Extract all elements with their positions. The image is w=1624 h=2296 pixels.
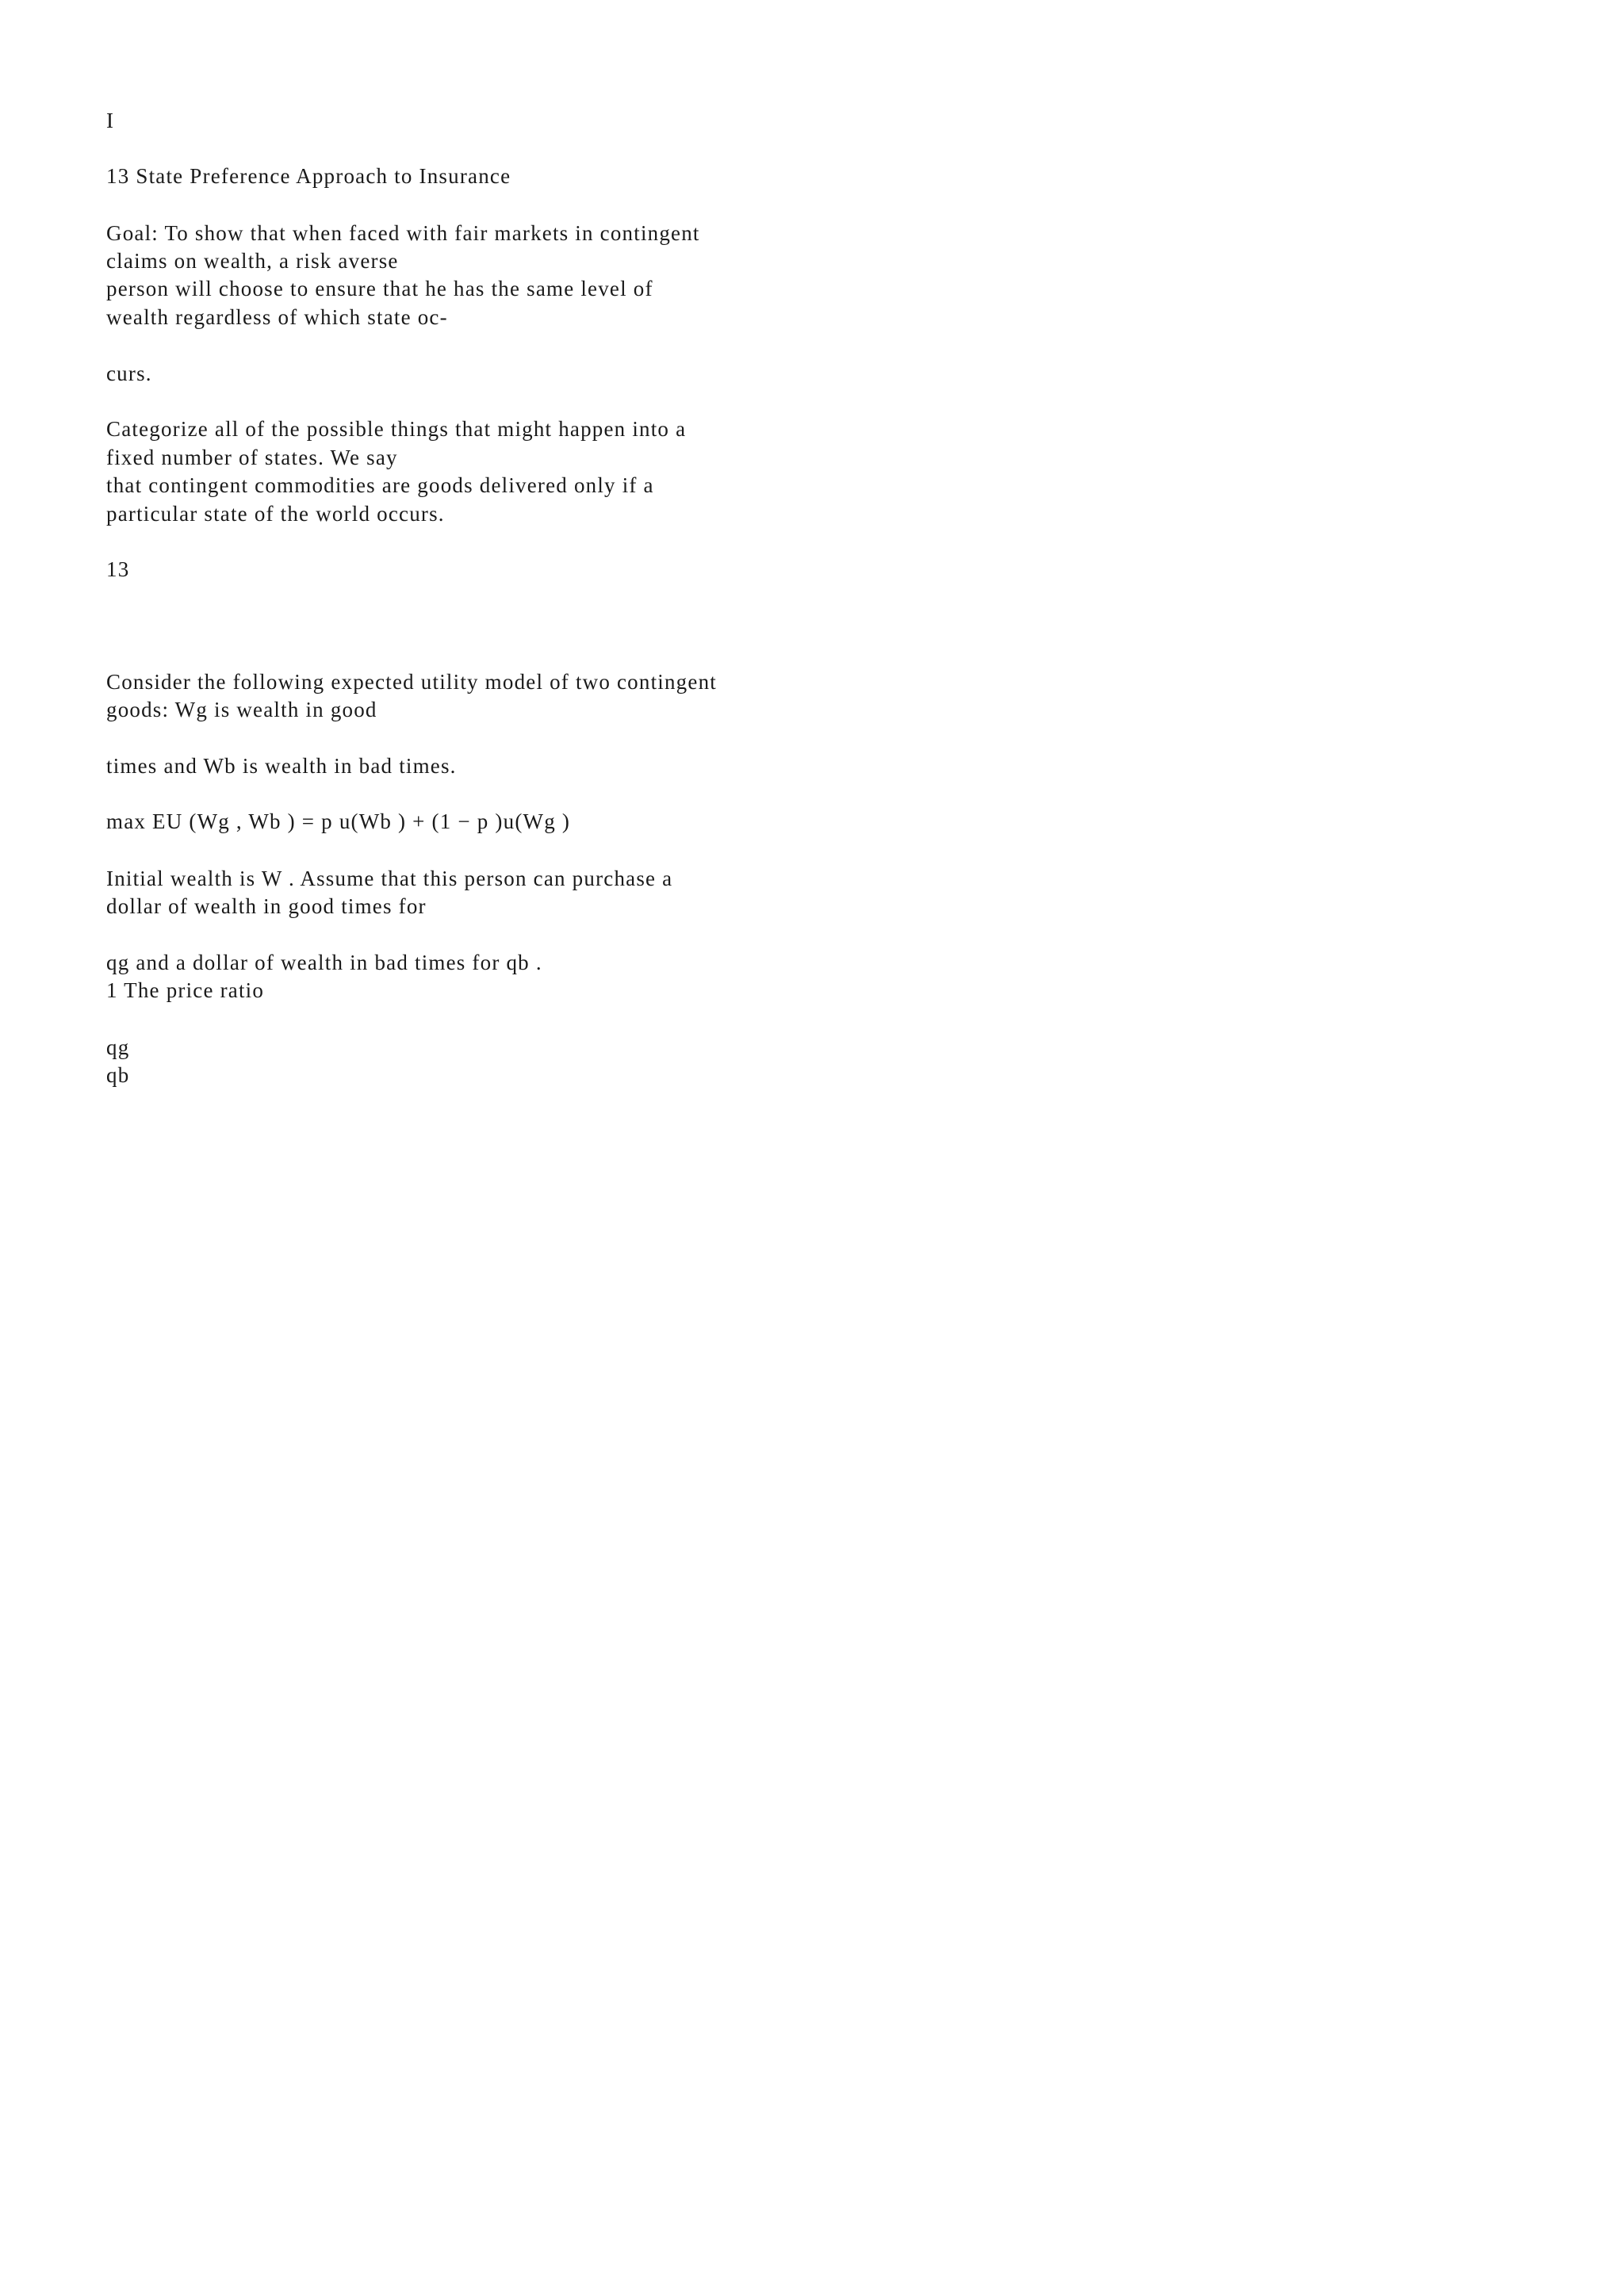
page-marker: I: [106, 109, 115, 132]
text-line: goods: Wg is wealth in good: [106, 698, 377, 721]
section-heading: 13 State Preference Approach to Insurance: [106, 164, 511, 188]
text-line: Consider the following expected utility model of two contingent: [106, 670, 717, 694]
text-line: 1 The price ratio: [106, 978, 265, 1002]
text-line: person will choose to ensure that he has the same level of: [106, 277, 653, 300]
text-line: Initial wealth is W . Assume that this person can purchase a: [106, 867, 673, 890]
text-line: particular state of the world occurs.: [106, 502, 445, 526]
text-line: curs.: [106, 362, 152, 385]
fraction-denominator: qb: [106, 1063, 130, 1087]
text-line: qg and a dollar of wealth in bad times for qb .: [106, 951, 542, 974]
text-line: times and Wb is wealth in bad times.: [106, 754, 457, 778]
text-line: that contingent commodities are goods delivered only if a: [106, 473, 654, 497]
text-line: dollar of wealth in good times for: [106, 894, 427, 918]
text-line: Goal: To show that when faced with fair markets in contingent: [106, 221, 700, 245]
text-line: fixed number of states. We say: [106, 446, 398, 469]
text-line: Categorize all of the possible things that might happen into a: [106, 417, 687, 441]
equation-line: max EU (Wg , Wb ) = p u(Wb ) + (1 − p )u(Wg ): [106, 809, 571, 833]
text-line: wealth regardless of which state oc-: [106, 305, 448, 329]
fraction-numerator: qg: [106, 1035, 130, 1059]
document-page: [0, 0, 872, 1234]
text-line: claims on wealth, a risk averse: [106, 249, 399, 273]
page-number: 13: [106, 557, 130, 581]
